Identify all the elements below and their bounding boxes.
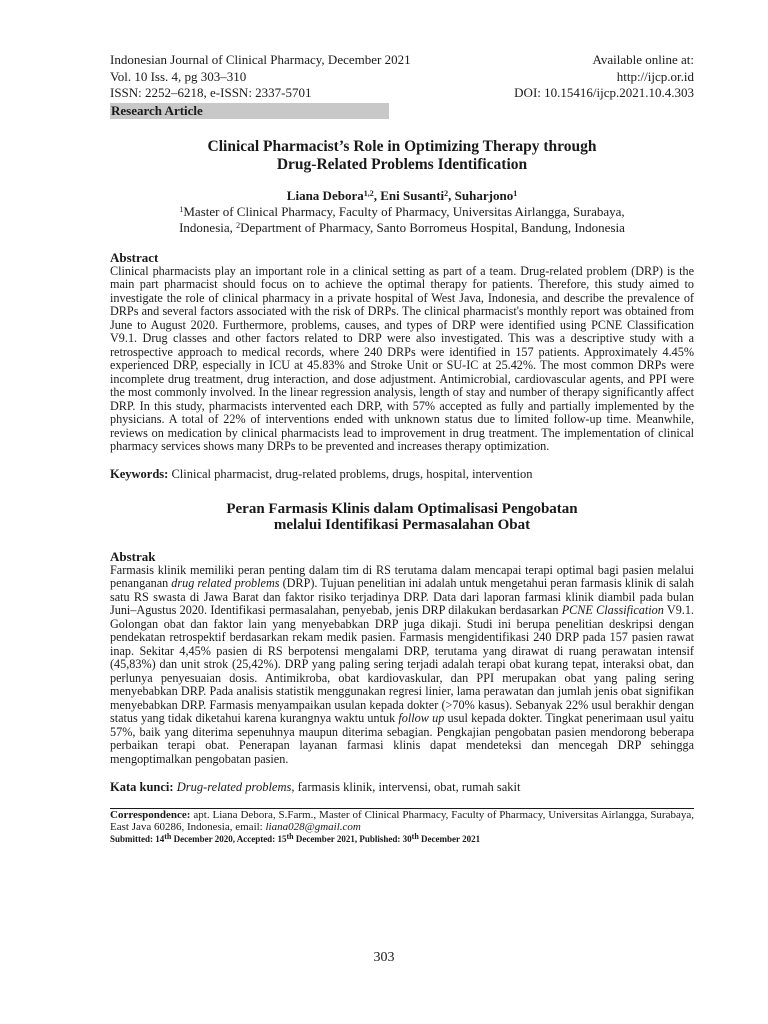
title-line-2: Drug-Related Problems Identification (276, 155, 528, 173)
author-1: Liana Debora (286, 187, 364, 203)
affil-1-text: Master of Clinical Pharmacy, Faculty of Pharmacy, Universitas Airlangga, Surabaya, (183, 203, 625, 219)
author-1-affil: 1,2 (363, 188, 374, 198)
date-sup: th (411, 832, 419, 841)
abstrak-text (110, 564, 694, 767)
page-number: 303 (373, 950, 395, 965)
doi-link[interactable]: DOI: 10.15416/ijcp.2021.10.4.303 (514, 85, 694, 100)
keywords (110, 467, 694, 481)
author-3: Suharjono (454, 187, 514, 203)
abstrak-italic: PCNE Classification (561, 603, 664, 617)
correspondence-text: apt. Liana Debora, S.Farm., Master of Clinical Pharmacy, Faculty of Pharmacy, Universitas Airlangga, Surabaya, East Java 60286, Indonesia, email: (110, 809, 694, 833)
author-2: Eni Susanti (380, 187, 445, 203)
abstrak-part: usul kepada dokter. Tingkat penerimaan usul yaitu 57%, baik yang diterima sepenuhnya maupun diterima sebagian. Pengkajian pengobatan pasien mendorong beberapa perbaikan terapi obat. Penerapan layanan farmasi klinis dapat mendeteksi dan mencegah DRP sehingga mengoptimalkan pengobatan pasien. (110, 711, 694, 766)
date-part: December 2021, Published: 30 (293, 834, 412, 844)
affiliations (110, 204, 694, 236)
author-sep: , (448, 187, 455, 203)
article-page (110, 52, 694, 845)
available-online-label: Available online at: (592, 52, 694, 67)
date-sup: th (164, 832, 172, 841)
keywords-text: Clinical pharmacist, drug-related problems, drugs, hospital, intervention (168, 466, 533, 481)
abstract-text: Clinical pharmacists play an important role in a clinical setting as part of a team. Drug-related problem (DRP) is the main part pharmacist should focus on to achieve the optimal therapy for patients. Therefore, this study aimed to investigate the role of clinical pharmacy in a private hospital of West Java, Indonesia, and describe the prevalence of DRPs and several factors associated with the risk of DRPs. The clinical pharmacist's monthly report was obtained from June to August 2020. Furthermore, problems, causes, and types of DRP were identified using PCNE Classification V9.1. Drug classes and other factors related to DRP were also investigated. This was a descriptive study with a retrospective approach to medical records, where 240 DRPs were identified in 157 patients. Approximately 4.45% experienced DRP, especially in ICU at 45.83% and Stroke Unit or SU-IC at 25.42%. The most common DRPs were incomplete drug treatment, drug interaction, and dose adjustment. Antimicrobial, cardiovascular agents, and PPI were the most commonly involved. In the linear regression analysis, length of stay and number of therapy significantly affect DRP. In this study, pharmacists intervented each DRP, with 57% accepted as fully and partially implemented by the physicians. A total of 22% of interventions ended with unknown status due to limited follow-up time. Meanwhile, reviews on medication by clinical pharmacists lead to improvement in drug treatment. The implementation of clinical pharmacy services shows many DRPs to be prevented and increases therapy optimization. (110, 263, 694, 453)
abstrak-part: Farmasis klinik memiliki peran penting dalam tim di RS terutama dalam mencapai terapi optimal bagi pasien melalui penanganan (110, 562, 694, 590)
date-sup: th (286, 832, 294, 841)
correspondence (110, 809, 694, 833)
author-list (110, 188, 694, 204)
journal-url-link[interactable]: http://ijcp.or.id (616, 68, 694, 84)
affil-marker-2: 2 (236, 220, 241, 230)
affil-2-text: Department of Pharmacy, Santo Borromeus Hospital, Bandung, Indonesia (240, 219, 625, 235)
journal-name: Indonesian Journal of Clinical Pharmacy, December 2021 (110, 52, 411, 67)
kata-kunci-label: Kata kunci: (110, 780, 174, 794)
abstrak-italic: follow up (398, 711, 445, 725)
volume-info: Vol. 10 Iss. 4, pg 303–310 (110, 68, 247, 84)
id-title-line-1: Peran Farmasis Klinis dalam Optimalisasi Pengobatan (226, 500, 578, 517)
abstrak-italic: drug related problems (171, 576, 280, 590)
keywords-label: Keywords: (110, 466, 169, 481)
kata-kunci-italic: Drug-related problems (176, 780, 292, 794)
date-part: Submitted: 14 (110, 834, 165, 844)
issn-info: ISSN: 2252–6218, e-ISSN: 2337-5701 (110, 85, 312, 100)
author-3-affil: 1 (513, 188, 518, 198)
kata-kunci-text: , farmasis klinik, intervensi, obat, rumah sakit (291, 780, 521, 794)
affil-marker-1: 1 (179, 204, 184, 214)
abstrak-section (110, 549, 694, 767)
submission-dates (110, 833, 694, 845)
date-part: December 2021 (418, 834, 481, 844)
abstrak-part: (DRP). Tujuan penelitian ini adalah untuk mengetahui peran farmasis klinik di salah satu RS swasta di Jawa Barat dan faktor risiko terjadinya DRP. Data dari laporan farmasi klinik diambil pada bulan Juni–Agustus 2020. Identifikasi permasalahan, penyebab, jenis DRP dilakukan berdasarkan (110, 576, 694, 617)
author-2-affil: 2 (444, 188, 449, 198)
correspondence-email-link[interactable]: liana028@gmail.com (265, 821, 361, 833)
kata-kunci (110, 780, 694, 794)
abstract-section (110, 250, 694, 454)
affil-1-country: Indonesia, (179, 219, 237, 235)
id-title-line-2: melalui Identifikasi Permasalahan Obat (273, 516, 531, 533)
article-title (110, 138, 694, 174)
correspondence-label: Correspondence: (110, 809, 191, 821)
article-type-bar: Research Article (110, 103, 389, 119)
abstract-heading: Abstract (110, 249, 159, 265)
date-part: December 2020, Accepted: 15 (171, 834, 287, 844)
indonesian-title (110, 501, 694, 533)
abstrak-part: V9.1. Golongan obat dan faktor lain yang menyebabkan DRP juga dikaji. Studi ini berupa penelitian deskripsi dengan pendekatan retrospektif berdasarkan rekam medik pasien. Farmasis mengidentifikasi 240 DRP pada 157 pasien rawat inap. Sekitar 4,45% pasien di RS berpotensi mengalami DRP, terutama yang dirawat di ruang perawatan intensif (45,83%) dan unit strok (25,42%). DRP yang paling sering terjadi adalah terapi obat kurang tepat, interaksi obat, dan perlunya penyesuaian dosis. Antimikroba, obat kardiovaskular, dan PPI merupakan obat yang paling sering menyebabkan DRP. Pada analisis statistik menggunakan regresi linier, lama perawatan dan jumlah jenis obat signifikan menyebabkan DRP. Farmasis menyampaikan usulan kepada dokter (>70% kasus). Sebanyak 22% usul berakhir dengan status yang tidak diketahui karena kurangnya waktu untuk (110, 603, 694, 725)
journal-header (110, 52, 694, 102)
title-line-1: Clinical Pharmacist’s Role in Optimizing Therapy through (207, 137, 597, 155)
author-sep: , (373, 187, 381, 203)
abstrak-heading: Abstrak (110, 548, 156, 564)
